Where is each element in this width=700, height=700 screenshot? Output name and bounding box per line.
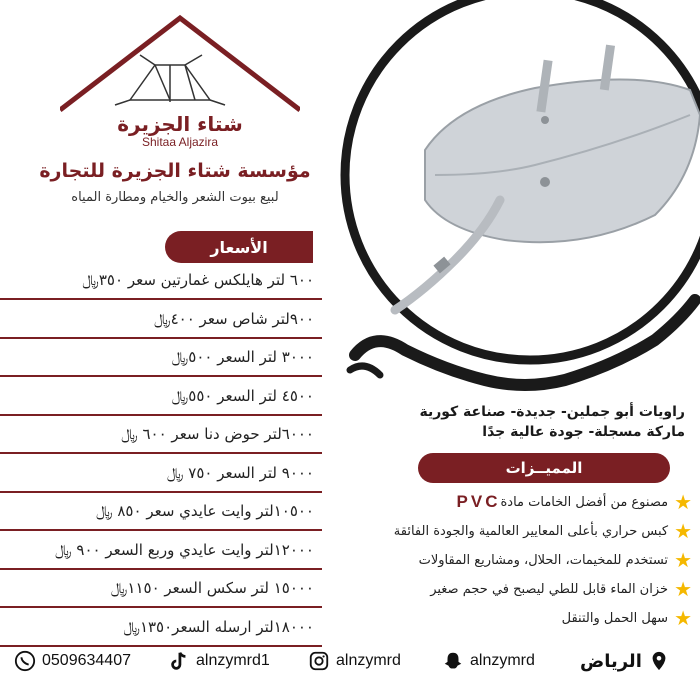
price-text: ١٠٥٠٠لتر وايت عايدي سعر ٨٥٠ ﷼ (96, 502, 314, 520)
price-row (0, 339, 322, 377)
price-row (0, 532, 322, 570)
price-row (0, 416, 322, 454)
prices-header: الأسعار (165, 231, 313, 263)
star-icon: ★ (674, 606, 692, 630)
whatsapp-contact[interactable] (14, 650, 131, 672)
location-label: الرياض (580, 650, 642, 672)
location-contact[interactable] (580, 650, 670, 672)
price-text: ١٥٠٠٠ لتر سكس السعر ١١٥٠﷼ (110, 579, 314, 597)
snapchat-icon (442, 650, 464, 672)
whatsapp-number: 0509634407 (42, 652, 131, 669)
features-header: المميــزات (418, 453, 670, 483)
price-row (0, 570, 322, 608)
company-tagline: لبيع بيوت الشعر والخيام ومطارة المياه (71, 190, 279, 205)
tiktok-contact[interactable] (168, 650, 270, 672)
star-icon: ★ (674, 519, 692, 543)
price-text: ٩٠٠٠ لتر السعر ٧٥٠ ﷼ (166, 463, 314, 482)
tiktok-icon (168, 650, 190, 672)
tent-icon (115, 55, 225, 105)
price-text: ١٨٠٠٠لتر ارسله السعر١٣٥٠﷼ (123, 617, 314, 636)
price-row (0, 455, 322, 493)
instagram-icon (308, 650, 330, 672)
snapchat-handle: alnzymrd (470, 652, 535, 669)
company-title: مؤسسة شتاء الجزيرة للتجارة (39, 160, 311, 182)
price-row (0, 493, 322, 531)
product-description (395, 402, 685, 442)
brand-name-ar: شتاء الجزيرة (117, 112, 243, 136)
product-image (335, 0, 700, 400)
star-icon: ★ (674, 490, 692, 514)
price-text: ١٢٠٠٠لتر وايت عايدي وربع السعر ٩٠٠ ﷼ (55, 540, 314, 559)
feature-text: كبس حراري بأعلى المعايير العالمية والجودة الفائقة (393, 523, 669, 539)
feature-item (362, 606, 692, 630)
pvc-label: PVC (456, 492, 501, 511)
feature-text: مصنوع من أفضل الخامات مادة (500, 494, 669, 510)
price-text: ٩٠٠لتر شاص سعر ٤٠٠﷼ (154, 309, 314, 328)
price-text: ٣٠٠٠ لتر السعر ٥٠٠﷼ (171, 348, 314, 366)
price-row (0, 378, 322, 416)
feature-text: تستخدم للمخيمات، الحلال، ومشاريع المقاولات (418, 552, 669, 568)
price-row (0, 262, 322, 300)
whatsapp-icon (14, 650, 36, 672)
description-line-1: راويات أبو جملين- جديدة- صناعة كورية (419, 404, 685, 420)
price-text: ٦٠٠ لتر هايلكس غمارتين سعر ٣٥٠﷼ (82, 271, 314, 289)
snapchat-contact[interactable] (442, 650, 535, 672)
star-icon: ★ (674, 548, 692, 572)
contact-footer (0, 640, 700, 690)
price-row (0, 301, 322, 339)
instagram-handle: alnzymrd (336, 652, 401, 669)
description-line-2: ماركة مسجلة- جودة عالية جدًا (482, 424, 685, 440)
feature-item (362, 490, 692, 514)
star-icon: ★ (674, 577, 692, 601)
feature-item (362, 577, 692, 601)
instagram-contact[interactable] (308, 650, 401, 672)
price-text: ٦٠٠٠لتر حوض دنا سعر ٦٠٠ ﷼ (121, 425, 314, 443)
feature-item (362, 519, 692, 543)
logo-frame (60, 10, 300, 120)
feature-text: سهل الحمل والتنقل (561, 610, 669, 626)
feature-item (362, 548, 692, 572)
tiktok-handle: alnzymrd1 (196, 652, 270, 669)
location-pin-icon (648, 650, 670, 672)
brand-name-en: Shitaa Aljazira (141, 135, 219, 149)
feature-text: خزان الماء قابل للطي ليصبح في حجم صغير (430, 581, 669, 597)
price-text: ٤٥٠٠ لتر السعر ٥٥٠﷼ (171, 386, 314, 405)
